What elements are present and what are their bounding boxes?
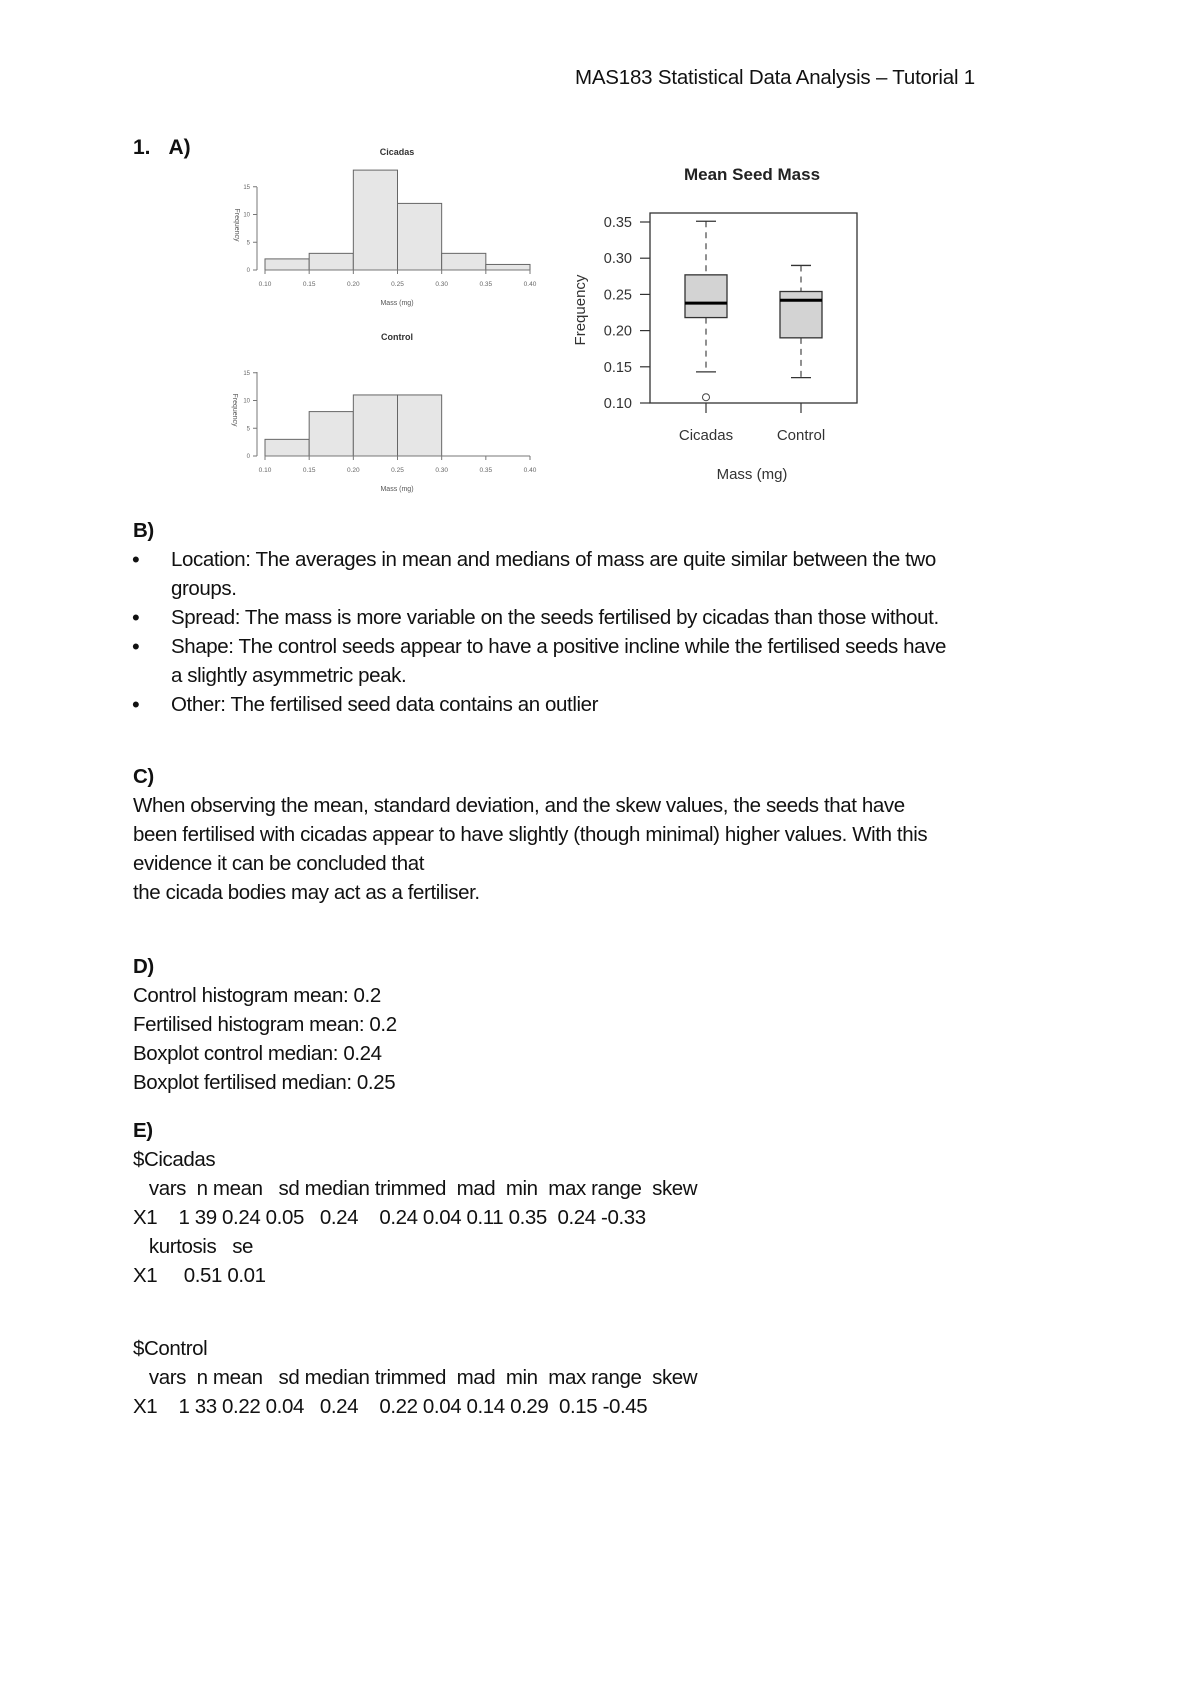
histogram-bar (442, 253, 486, 270)
fertilised-hist-mean: Fertilised histogram mean: 0.2 (133, 1013, 397, 1036)
cicadas-hist-ylabel: Frequency (233, 208, 240, 242)
svg-text:0.30: 0.30 (435, 281, 448, 288)
part-c-line: When observing the mean, standard deviation, and the skew values, the seeds that have (133, 794, 905, 817)
svg-text:0.35: 0.35 (479, 281, 493, 288)
svg-text:0.20: 0.20 (347, 281, 360, 288)
boxplot-title: Mean Seed Mass (683, 165, 821, 184)
control-hist-xlabel: Mass (mg) (380, 486, 414, 493)
cicadas-stats-header: vars n mean sd median trimmed mad min max range skew (133, 1177, 698, 1200)
boxplot-boxes (679, 221, 825, 444)
svg-text:0.15: 0.15 (302, 467, 316, 474)
boxplot-ylabel: Frequency (572, 274, 589, 346)
histogram-bar (398, 203, 442, 270)
svg-text:0.25: 0.25 (391, 467, 404, 474)
svg-text:15: 15 (243, 184, 250, 191)
bullet-text: Location: The averages in mean and medians of mass are quite similar between the two (171, 548, 936, 571)
histogram-bar (265, 439, 309, 456)
svg-text:0.40: 0.40 (523, 467, 537, 474)
part-b-bullets (133, 545, 1051, 719)
cicadas-stats-row2: X1 0.51 0.01 (133, 1264, 266, 1287)
part-e-label: E) (133, 1119, 153, 1142)
histogram-bar (265, 259, 309, 270)
part-c (133, 762, 927, 907)
svg-text:Control: Control (776, 427, 826, 444)
question-number: 1. (133, 136, 151, 159)
svg-text:0.10: 0.10 (603, 396, 632, 412)
histogram-bar (309, 412, 353, 456)
svg-text:0.15: 0.15 (603, 359, 632, 376)
bullet-shape (133, 632, 1051, 690)
cicadas-hist-y-ticks (243, 185, 257, 274)
control-hist-y-ticks (243, 371, 257, 460)
part-c-line: the cicada bodies may act as a fertiliser. (133, 881, 480, 904)
control-hist-title: Control (381, 332, 413, 342)
svg-text:Cicadas: Cicadas (678, 427, 734, 444)
svg-text:0.15: 0.15 (302, 281, 316, 288)
box-cicadas (685, 275, 727, 318)
cicadas-output-name: $Cicadas (133, 1148, 216, 1171)
histogram-bar (309, 253, 353, 270)
svg-text:5: 5 (246, 240, 250, 247)
cicadas-stats-row: X1 1 39 0.24 0.05 0.24 0.24 0.04 0.11 0.35 0.24 -0.33 (133, 1206, 646, 1229)
control-hist-ylabel: Frequency (231, 393, 238, 427)
boxplot-fertilised-median: Boxplot fertilised median: 0.25 (133, 1071, 396, 1094)
svg-text:0.40: 0.40 (523, 281, 537, 288)
svg-text:15: 15 (243, 370, 250, 377)
cicadas-hist-xlabel: Mass (mg) (380, 300, 414, 307)
box-control (780, 292, 822, 338)
control-hist-bars (265, 395, 442, 456)
part-c-line: evidence it can be concluded that (133, 852, 425, 875)
part-b-label: B) (133, 519, 154, 542)
part-d (133, 952, 397, 1097)
svg-text:0.30: 0.30 (435, 467, 448, 474)
bullet-text: Shape: The control seeds appear to have a positive incline while the fertilised seeds have (171, 635, 947, 658)
svg-text:0.25: 0.25 (603, 287, 632, 304)
svg-text:10: 10 (243, 212, 250, 219)
control-stats-row: X1 1 33 0.22 0.04 0.24 0.22 0.04 0.14 0.29 0.15 -0.45 (133, 1395, 648, 1418)
cicadas-hist-title: Cicadas (379, 147, 415, 157)
bullet-text-cont: groups. (171, 577, 237, 600)
control-hist-x-ticks (259, 456, 537, 474)
part-d-label: D) (133, 955, 154, 978)
cicadas-hist-x-ticks (259, 270, 537, 288)
svg-text:0.30: 0.30 (603, 251, 632, 268)
control-histogram (231, 332, 537, 493)
figures (0, 0, 1200, 540)
cicadas-stats-header2: kurtosis se (133, 1235, 254, 1258)
svg-text:0.20: 0.20 (603, 323, 632, 340)
svg-text:0.35: 0.35 (603, 215, 632, 231)
control-stats-header: vars n mean sd median trimmed mad min max range skew (133, 1366, 698, 1389)
bullet-location (133, 545, 1051, 603)
bullet-text-cont: a slightly asymmetric peak. (171, 664, 407, 687)
histogram-bar (353, 395, 397, 456)
bullet-spread (133, 603, 1051, 632)
svg-text:0: 0 (246, 454, 250, 460)
mean-seed-mass-boxplot (572, 165, 857, 483)
svg-text:0.10: 0.10 (258, 281, 272, 288)
boxplot-control-median: Boxplot control median: 0.24 (133, 1042, 382, 1065)
control-hist-mean: Control histogram mean: 0.2 (133, 984, 381, 1007)
histogram-bar (398, 395, 442, 456)
control-output-name: $Control (133, 1337, 208, 1360)
part-c-line: been fertilised with cicadas appear to have slightly (though minimal) higher values. With this (133, 823, 928, 846)
part-b (133, 516, 1051, 719)
svg-text:0.20: 0.20 (347, 467, 360, 474)
part-a-label: A) (168, 136, 191, 159)
svg-text:10: 10 (243, 398, 250, 405)
bullet-text: Spread: The mass is more variable on the seeds fertilised by cicadas than those without. (171, 606, 939, 629)
boxplot-xlabel: Mass (mg) (716, 466, 788, 483)
histogram-bar (486, 264, 530, 270)
histogram-bar (353, 170, 397, 270)
cicadas-histogram (233, 147, 537, 307)
svg-text:0: 0 (246, 268, 250, 274)
part-e-control (133, 1334, 697, 1421)
boxplot-y-ticks (604, 215, 650, 412)
svg-text:0.10: 0.10 (258, 467, 272, 474)
part-e (133, 1116, 697, 1290)
svg-text:0.25: 0.25 (391, 281, 404, 288)
page-header: MAS183 Statistical Data Analysis – Tutorial 1 (574, 66, 975, 89)
cicadas-hist-bars (265, 170, 530, 270)
bullet-other (133, 690, 1051, 719)
svg-text:5: 5 (246, 426, 250, 433)
svg-text:0.35: 0.35 (479, 467, 493, 474)
bullet-text: Other: The fertilised seed data contains an outlier (171, 693, 599, 716)
part-c-label: C) (133, 765, 154, 788)
